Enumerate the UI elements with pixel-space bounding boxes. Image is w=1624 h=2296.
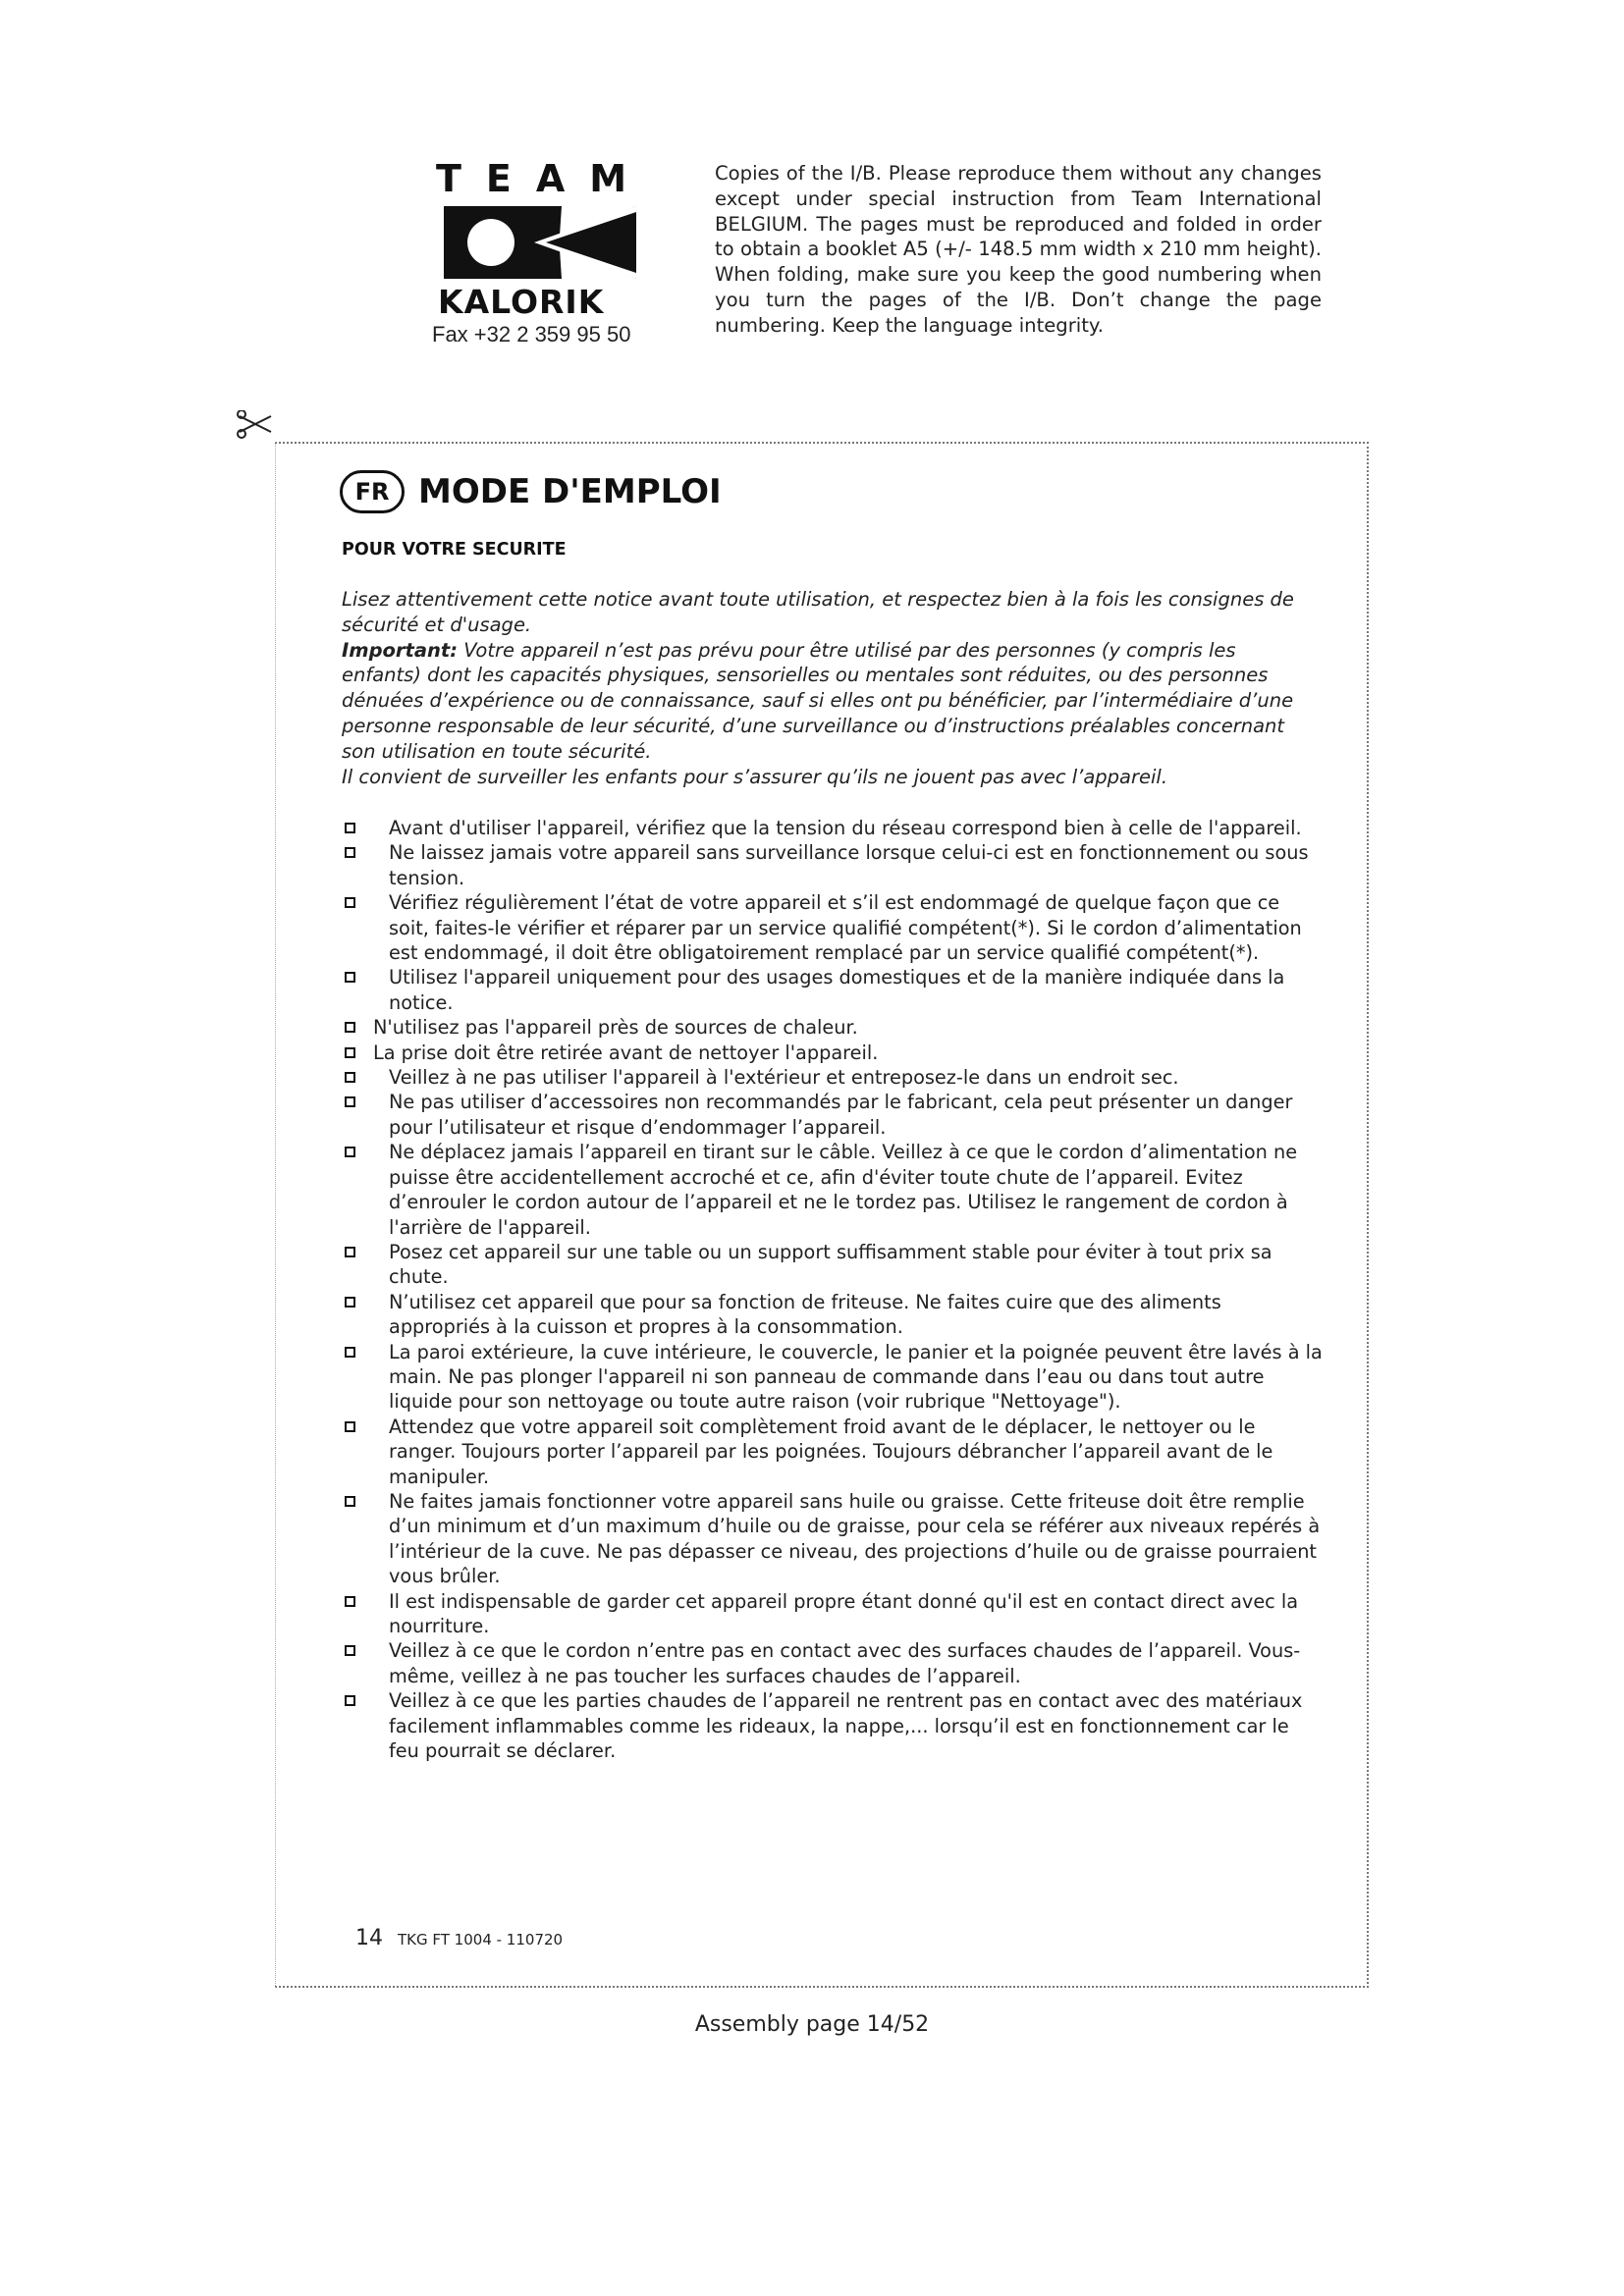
page-title: MODE D'EMPLOI xyxy=(418,472,722,511)
checkbox-icon xyxy=(345,1247,355,1257)
checkbox-icon xyxy=(345,823,355,833)
copies-instructions: Copies of the I/B. Please reproduce them without any changes except under special instruction from Team International BELGIUM. The pages must be reproduced and folded in order to obtain a booklet A5 (+/- 148.5 mm width x 210 mm height). When folding, make sure you keep the good numbering when you turn the pages of the I/B. Don’t change the page numbering. Keep the language integrity. xyxy=(715,162,1322,337)
scissors-icon xyxy=(236,410,275,440)
important-note xyxy=(342,638,1314,765)
checkbox-icon xyxy=(345,1496,355,1507)
checkbox-icon xyxy=(345,1047,355,1058)
checkbox-icon xyxy=(345,1297,355,1308)
list-item: N’utilisez cet appareil que pour sa fonction de friteuse. Ne faites cuire que des aliments appropriés à la cuisson et propres à la consommation. xyxy=(342,1290,1324,1340)
checkbox-icon xyxy=(345,1347,355,1358)
list-item: Vérifiez régulièrement l’état de votre appareil et s’il est endommagé de quelque façon que ce soit, faites-le vérifier et réparer par un service qualifié compétent(*). Si le cordon d’alimentation est endommagé, il doit être obligatoirement remplacé par un service qualifié compétent(*). xyxy=(342,890,1324,965)
list-item: Ne laissez jamais votre appareil sans surveillance lorsque celui-ci est en fonctionnement ou sous tension. xyxy=(342,840,1324,890)
cut-border-left xyxy=(275,442,276,1988)
checkbox-icon xyxy=(345,1096,355,1107)
children-warning: Il convient de surveiller les enfants pour s’assurer qu’ils ne jouent pas avec l’appareil. xyxy=(342,765,1168,788)
checkbox-icon xyxy=(345,1147,355,1157)
list-item: Il est indispensable de garder cet appareil propre étant donné qu'il est en contact direct avec la nourriture. xyxy=(342,1589,1324,1639)
checkbox-icon xyxy=(345,897,355,908)
important-text: Votre appareil n’est pas prévu pour être utilisé par des personnes (y compris les enfants) dont les capacités physiques, sensorielles ou mentales sont réduites, ou des personnes dénuées d’expérience ou de connaissance, sauf si elles ont pu bénéficier, par l’intermédiaire d’une personne responsable de leur sécurité, d’une surveillance ou d’instructions préalables concernant son utilisation en toute sécurité. xyxy=(342,638,1294,763)
language-badge: FR xyxy=(340,470,405,513)
list-item: Avant d'utiliser l'appareil, vérifiez que la tension du réseau correspond bien à celle de l'appareil. xyxy=(342,816,1324,840)
list-item: La prise doit être retirée avant de nettoyer l'appareil. xyxy=(342,1041,1324,1065)
list-item: N'utilisez pas l'appareil près de sources de chaleur. xyxy=(342,1015,1324,1040)
page-footer xyxy=(355,1926,563,1950)
page-number: 14 xyxy=(355,1926,383,1950)
list-item: Posez cet appareil sur une table ou un support suffisamment stable pour éviter à tout prix sa chute. xyxy=(342,1240,1324,1290)
fax-number: Fax +32 2 359 95 50 xyxy=(432,322,631,347)
checkbox-icon xyxy=(345,1072,355,1083)
checkbox-icon xyxy=(345,1421,355,1432)
checkbox-icon xyxy=(345,1596,355,1607)
manual-title-row xyxy=(340,467,722,516)
logo-team-text: TEAM xyxy=(436,157,652,200)
list-item: Ne pas utiliser d’accessoires non recommandés par le fabricant, cela peut présenter un danger pour l’utilisateur et risque d’endommager l’appareil. xyxy=(342,1090,1324,1140)
intro-line: Lisez attentivement cette notice avant toute utilisation, et respectez bien à la fois les consignes de sécurité et d'usage. xyxy=(342,588,1294,636)
list-item: Ne déplacez jamais l’appareil en tirant sur le câble. Veillez à ce que le cordon d’alimentation ne puisse être accidentellement accroché et ce, afin d'éviter toute chute de l’appareil. Evitez d’enrouler le cordon autour de l’appareil et ne le tordez pas. Utilisez le rangement de cordon à l'arrière de l'appareil. xyxy=(342,1140,1324,1240)
list-item: Veillez à ce que le cordon n’entre pas en contact avec des surfaces chaudes de l’appareil. Vous-même, veillez à ne pas toucher les surfaces chaudes de l’appareil. xyxy=(342,1638,1324,1688)
checkbox-icon xyxy=(345,1022,355,1033)
intro-paragraph xyxy=(342,587,1314,789)
list-item: Veillez à ce que les parties chaudes de l’appareil ne rentrent pas en contact avec des matériaux facilement inflammables comme les rideaux, la nappe,... lorsqu’il est en fonctionnement car le feu pourrait se déclarer. xyxy=(342,1688,1324,1763)
list-item: La paroi extérieure, la cuve intérieure, le couvercle, le panier et la poignée peuvent être lavés à la main. Ne pas plonger l'appareil ni son panneau de commande dans l’eau ou dans tout autre liquide pour son nettoyage ou toute autre raison (voir rubrique "Nettoyage"). xyxy=(342,1340,1324,1415)
checkbox-icon xyxy=(345,1645,355,1656)
kalorik-logo xyxy=(422,157,658,322)
checkbox-icon xyxy=(345,847,355,858)
logo-brand-text: KALORIK xyxy=(438,283,605,321)
checkbox-icon xyxy=(345,1695,355,1706)
safety-list xyxy=(342,816,1324,1763)
checkbox-icon xyxy=(345,972,355,983)
list-item: Ne faites jamais fonctionner votre appareil sans huile ou graisse. Cette friteuse doit être remplie d’un minimum et d’un maximum d’huile ou de graisse, pour cela se référer aux niveaux repérés à l’intérieur de la cuve. Ne pas dépasser ce niveau, des projections d’huile ou de graisse pourraient vous brûler. xyxy=(342,1489,1324,1589)
assembly-page-label: Assembly page 14/52 xyxy=(694,2012,930,2037)
important-label: Important: xyxy=(342,638,459,662)
kalorik-k-mark-icon xyxy=(444,206,636,279)
document-code: TKG FT 1004 - 110720 xyxy=(398,1931,564,1949)
section-heading: POUR VOTRE SECURITE xyxy=(342,540,567,560)
list-item: Veillez à ne pas utiliser l'appareil à l'extérieur et entreposez-le dans un endroit sec. xyxy=(342,1065,1324,1090)
list-item: Attendez que votre appareil soit complètement froid avant de le déplacer, le nettoyer ou le ranger. Toujours porter l’appareil par les poignées. Toujours débrancher l’appareil avant de le manipuler. xyxy=(342,1415,1324,1489)
list-item: Utilisez l'appareil uniquement pour des usages domestiques et de la manière indiquée dans la notice. xyxy=(342,965,1324,1015)
